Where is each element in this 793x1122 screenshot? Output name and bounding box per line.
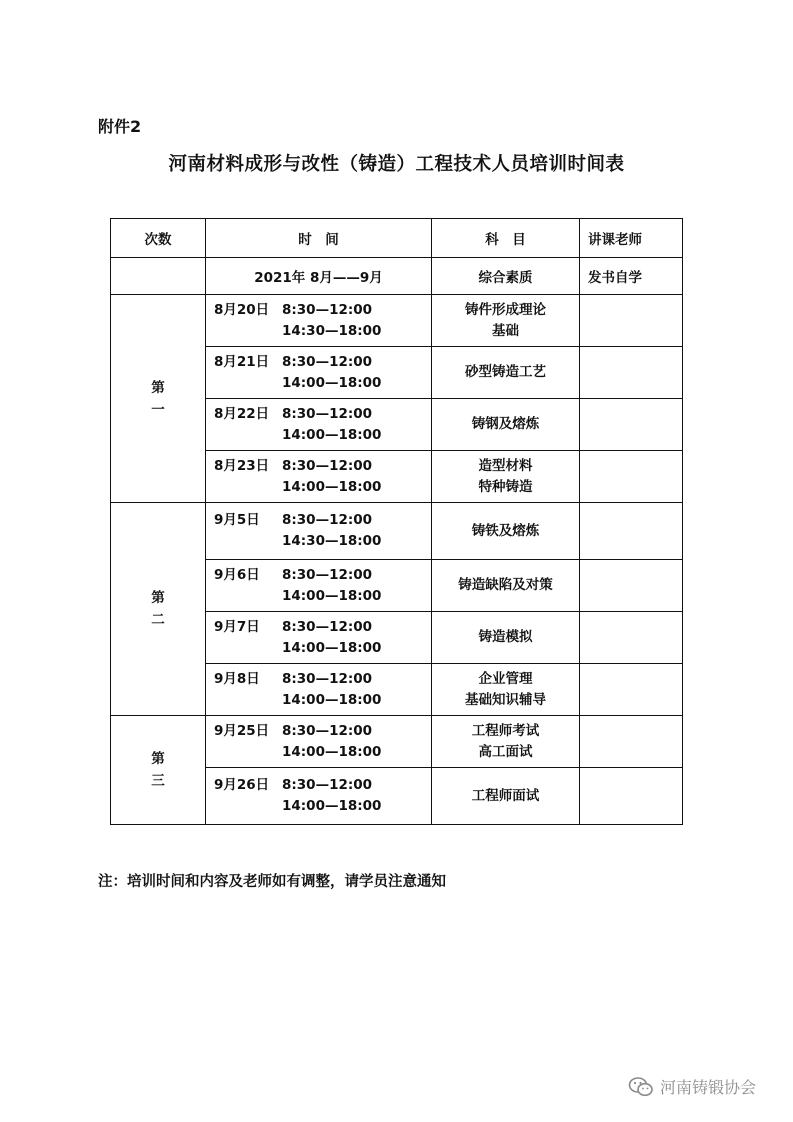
round-label-line: 第 <box>151 379 165 396</box>
subject-line: 工程师面试 <box>471 787 540 804</box>
time-line-morning <box>214 669 431 690</box>
date-label: 8月20日 <box>214 301 270 318</box>
afternoon-time: 14:00—18:00 <box>282 798 382 814</box>
subject-line: 基础知识辅导 <box>465 691 546 708</box>
date-label: 9月7日 <box>214 618 260 635</box>
subject-cell <box>432 768 580 825</box>
time-line-morning <box>214 775 431 796</box>
pre-row-round <box>111 258 206 295</box>
afternoon-time: 14:00—18:00 <box>282 426 382 443</box>
round-cell <box>111 295 206 503</box>
morning-time: 8:30—12:00 <box>282 618 373 635</box>
date-label: 9月26日 <box>214 777 270 793</box>
table-row <box>111 258 683 295</box>
subject-line: 铸件形成理论 <box>465 301 546 318</box>
attachment-label: 附件2 <box>98 117 142 136</box>
subject-cell <box>432 347 580 399</box>
date-label: 9月8日 <box>214 670 260 687</box>
subject-cell <box>432 451 580 503</box>
teacher-cell <box>580 612 683 664</box>
time-line-morning <box>214 617 431 638</box>
teacher-cell <box>580 347 683 399</box>
time-cell <box>206 768 432 825</box>
time-cell <box>206 295 432 347</box>
round-label-line: 第 <box>151 590 165 606</box>
subject-line: 企业管理 <box>478 670 533 687</box>
table-header-row <box>111 219 683 258</box>
subject-line: 铸造缺陷及对策 <box>458 577 553 593</box>
header-teacher: 讲课老师 <box>580 219 683 258</box>
header-round: 次数 <box>111 219 206 258</box>
date-label: 8月23日 <box>214 457 270 474</box>
date-label: 9月6日 <box>214 566 260 583</box>
time-line-morning <box>214 300 431 321</box>
round-label-line: 三 <box>151 773 165 789</box>
afternoon-time: 14:30—18:00 <box>282 322 382 339</box>
subject-line: 基础 <box>492 322 519 339</box>
document-title: 河南材料成形与改性（铸造）工程技术人员培训时间表 <box>168 154 625 175</box>
teacher-cell <box>580 560 683 612</box>
time-line-morning <box>214 404 431 425</box>
morning-time: 8:30—12:00 <box>282 777 373 793</box>
date-label: 9月5日 <box>214 512 260 528</box>
afternoon-time: 14:00—18:00 <box>282 478 382 495</box>
table-row <box>111 716 683 768</box>
pre-row-subject: 综合素质 <box>432 258 580 295</box>
teacher-cell <box>580 399 683 451</box>
date-label: 8月21日 <box>214 353 270 370</box>
afternoon-time: 14:00—18:00 <box>282 691 382 708</box>
watermark-text: 河南铸锻协会 <box>660 1078 757 1097</box>
subject-line: 铸铁及熔炼 <box>471 522 540 539</box>
adjustment-note: 注：培训时间和内容及老师如有调整，请学员注意通知 <box>98 874 446 890</box>
time-cell <box>206 503 432 560</box>
morning-time: 8:30—12:00 <box>282 670 373 687</box>
header-time: 时 间 <box>206 219 432 258</box>
time-cell <box>206 716 432 768</box>
time-cell <box>206 612 432 664</box>
morning-time: 8:30—12:00 <box>282 512 373 528</box>
time-line-morning <box>214 721 431 742</box>
training-schedule-table <box>110 218 683 825</box>
subject-line: 铸造模拟 <box>478 629 533 645</box>
subject-cell <box>432 664 580 716</box>
teacher-cell <box>580 451 683 503</box>
subject-cell <box>432 503 580 560</box>
subject-cell <box>432 716 580 768</box>
round-cell <box>111 716 206 825</box>
subject-cell <box>432 560 580 612</box>
date-label: 8月22日 <box>214 405 270 422</box>
teacher-cell <box>580 664 683 716</box>
pre-row-time: 2021年 8月——9月 <box>206 258 432 295</box>
time-line-morning <box>214 352 431 373</box>
subject-line: 砂型铸造工艺 <box>465 364 546 380</box>
schedule-rows <box>111 295 683 825</box>
subject-line: 铸钢及熔炼 <box>471 416 540 432</box>
time-cell <box>206 347 432 399</box>
morning-time: 8:30—12:00 <box>282 353 373 370</box>
table-row <box>111 503 683 560</box>
morning-time: 8:30—12:00 <box>282 301 373 318</box>
teacher-cell <box>580 503 683 560</box>
watermark <box>628 1075 756 1098</box>
afternoon-time: 14:30—18:00 <box>282 533 382 549</box>
morning-time: 8:30—12:00 <box>282 722 373 739</box>
round-cell <box>111 503 206 716</box>
teacher-cell <box>580 295 683 347</box>
subject-cell <box>432 399 580 451</box>
subject-line: 工程师考试 <box>471 722 540 739</box>
morning-time: 8:30—12:00 <box>282 405 373 422</box>
afternoon-time: 14:00—18:00 <box>282 639 382 656</box>
subject-line: 造型材料 <box>478 457 533 474</box>
afternoon-time: 14:00—18:00 <box>282 374 382 391</box>
subject-line: 特种铸造 <box>478 478 533 495</box>
pre-row-teacher: 发书自学 <box>580 258 683 295</box>
round-label-line: 第 <box>151 751 165 767</box>
teacher-cell <box>580 716 683 768</box>
morning-time: 8:30—12:00 <box>282 457 373 474</box>
afternoon-time: 14:00—18:00 <box>282 743 382 760</box>
subject-cell <box>432 612 580 664</box>
subject-cell <box>432 295 580 347</box>
round-label-line: 二 <box>151 612 165 628</box>
afternoon-time: 14:00—18:00 <box>282 587 382 604</box>
time-line-morning <box>214 510 431 531</box>
time-cell <box>206 399 432 451</box>
morning-time: 8:30—12:00 <box>282 566 373 583</box>
header-subject: 科 目 <box>432 219 580 258</box>
time-line-morning <box>214 456 431 477</box>
time-cell <box>206 451 432 503</box>
table-row <box>111 295 683 347</box>
time-line-morning <box>214 565 431 586</box>
time-cell <box>206 560 432 612</box>
subject-line: 高工面试 <box>478 743 533 760</box>
wechat-icon <box>628 1076 654 1098</box>
time-cell <box>206 664 432 716</box>
teacher-cell <box>580 768 683 825</box>
round-label-line: 一 <box>151 401 165 418</box>
date-label: 9月25日 <box>214 722 270 739</box>
